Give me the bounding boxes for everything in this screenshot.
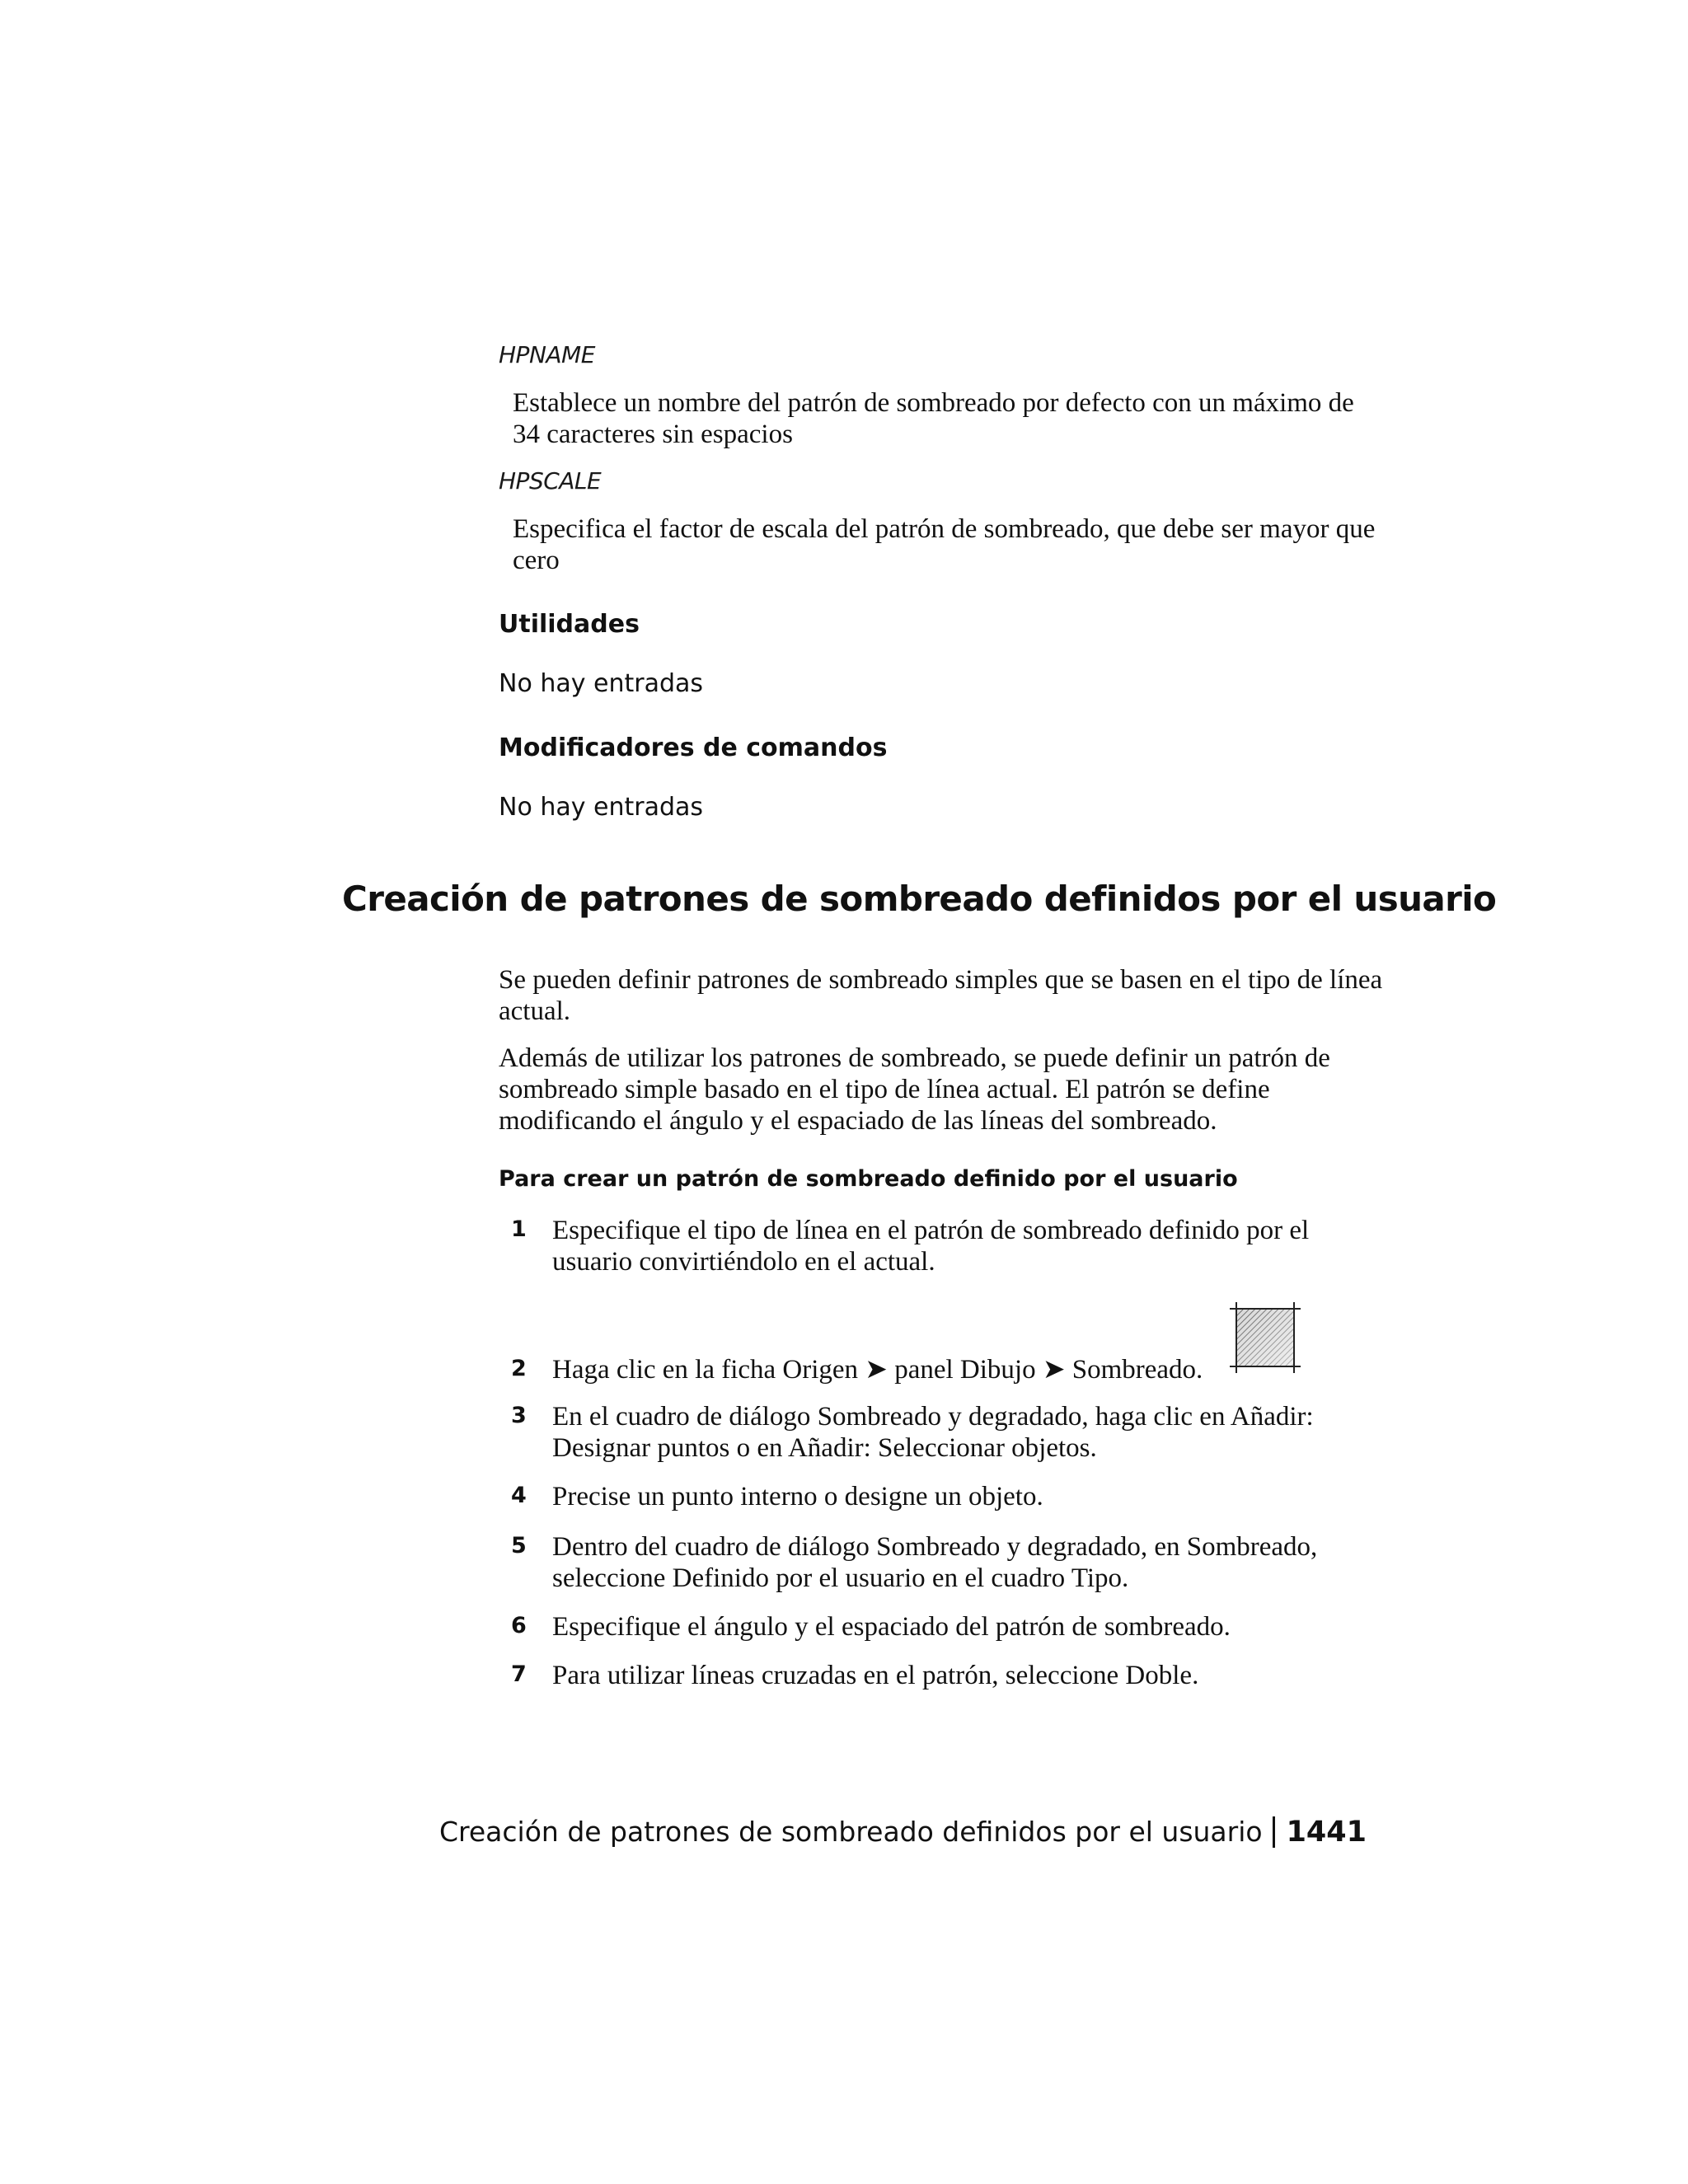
- page-number: 1441: [1286, 1816, 1367, 1849]
- step-text: Para utilizar líneas cruzadas en el patrón, seleccione Doble.: [552, 1661, 1199, 1690]
- footer-separator: [1273, 1816, 1275, 1848]
- step-text: Dentro del cuadro de diálogo Sombreado y degradado, en Sombreado, seleccione Definido por el usuario en el cuadro Tipo.: [552, 1532, 1318, 1593]
- utilities-heading: Utilidades: [499, 610, 640, 639]
- running-title: Creación de patrones de sombreado definidos por el usuario: [439, 1816, 1263, 1848]
- step-number: 2: [511, 1356, 527, 1381]
- step-text: Precise un punto interno o designe un objeto.: [552, 1482, 1043, 1511]
- step-number: 1: [511, 1216, 527, 1242]
- procedure-title: Para crear un patrón de sombreado definido por el usuario: [499, 1166, 1238, 1192]
- variable-description-hpname: Establece un nombre del patrón de sombreado por defecto con un máximo de 34 caracteres sin espacios: [513, 388, 1354, 449]
- variable-name-hpscale: HPSCALE: [499, 467, 602, 494]
- step-number: 5: [511, 1533, 527, 1558]
- section-title: Creación de patrones de sombreado definidos por el usuario: [342, 879, 1497, 919]
- step-text: En el cuadro de diálogo Sombreado y degradado, haga clic en Añadir: Designar puntos o en Añadir: Seleccionar objetos.: [552, 1402, 1314, 1463]
- modifiers-heading: Modificadores de comandos: [499, 733, 888, 762]
- hatch-icon: [1228, 1301, 1302, 1375]
- step-number: 3: [511, 1403, 527, 1428]
- step-number: 6: [511, 1613, 527, 1638]
- step-text: Especifique el tipo de línea en el patrón de sombreado definido por el usuario convirtiéndolo en el actual.: [552, 1216, 1310, 1277]
- variable-description-hpscale: Especifica el factor de escala del patrón de sombreado, que debe ser mayor que cero: [513, 514, 1376, 575]
- variable-name-hpname: HPNAME: [499, 341, 595, 368]
- intro-paragraph: Se pueden definir patrones de sombreado simples que se basen en el tipo de línea actual.: [499, 965, 1383, 1026]
- utilities-text: No hay entradas: [499, 669, 704, 698]
- step-text: Especifique el ángulo y el espaciado del patrón de sombreado.: [552, 1612, 1231, 1642]
- modifiers-text: No hay entradas: [499, 793, 704, 822]
- page-footer: [439, 1816, 1367, 1849]
- step-number: 4: [511, 1483, 527, 1508]
- step-number: 7: [511, 1661, 527, 1687]
- step-text: Haga clic en la ficha Origen ➤ panel Dibujo ➤ Sombreado.: [552, 1355, 1203, 1385]
- body-paragraph: Además de utilizar los patrones de sombreado, se puede definir un patrón de sombreado simple basado en el tipo de línea actual. El patrón se define modificando el ángulo y el espaciado de las líneas del sombreado.: [499, 1043, 1330, 1136]
